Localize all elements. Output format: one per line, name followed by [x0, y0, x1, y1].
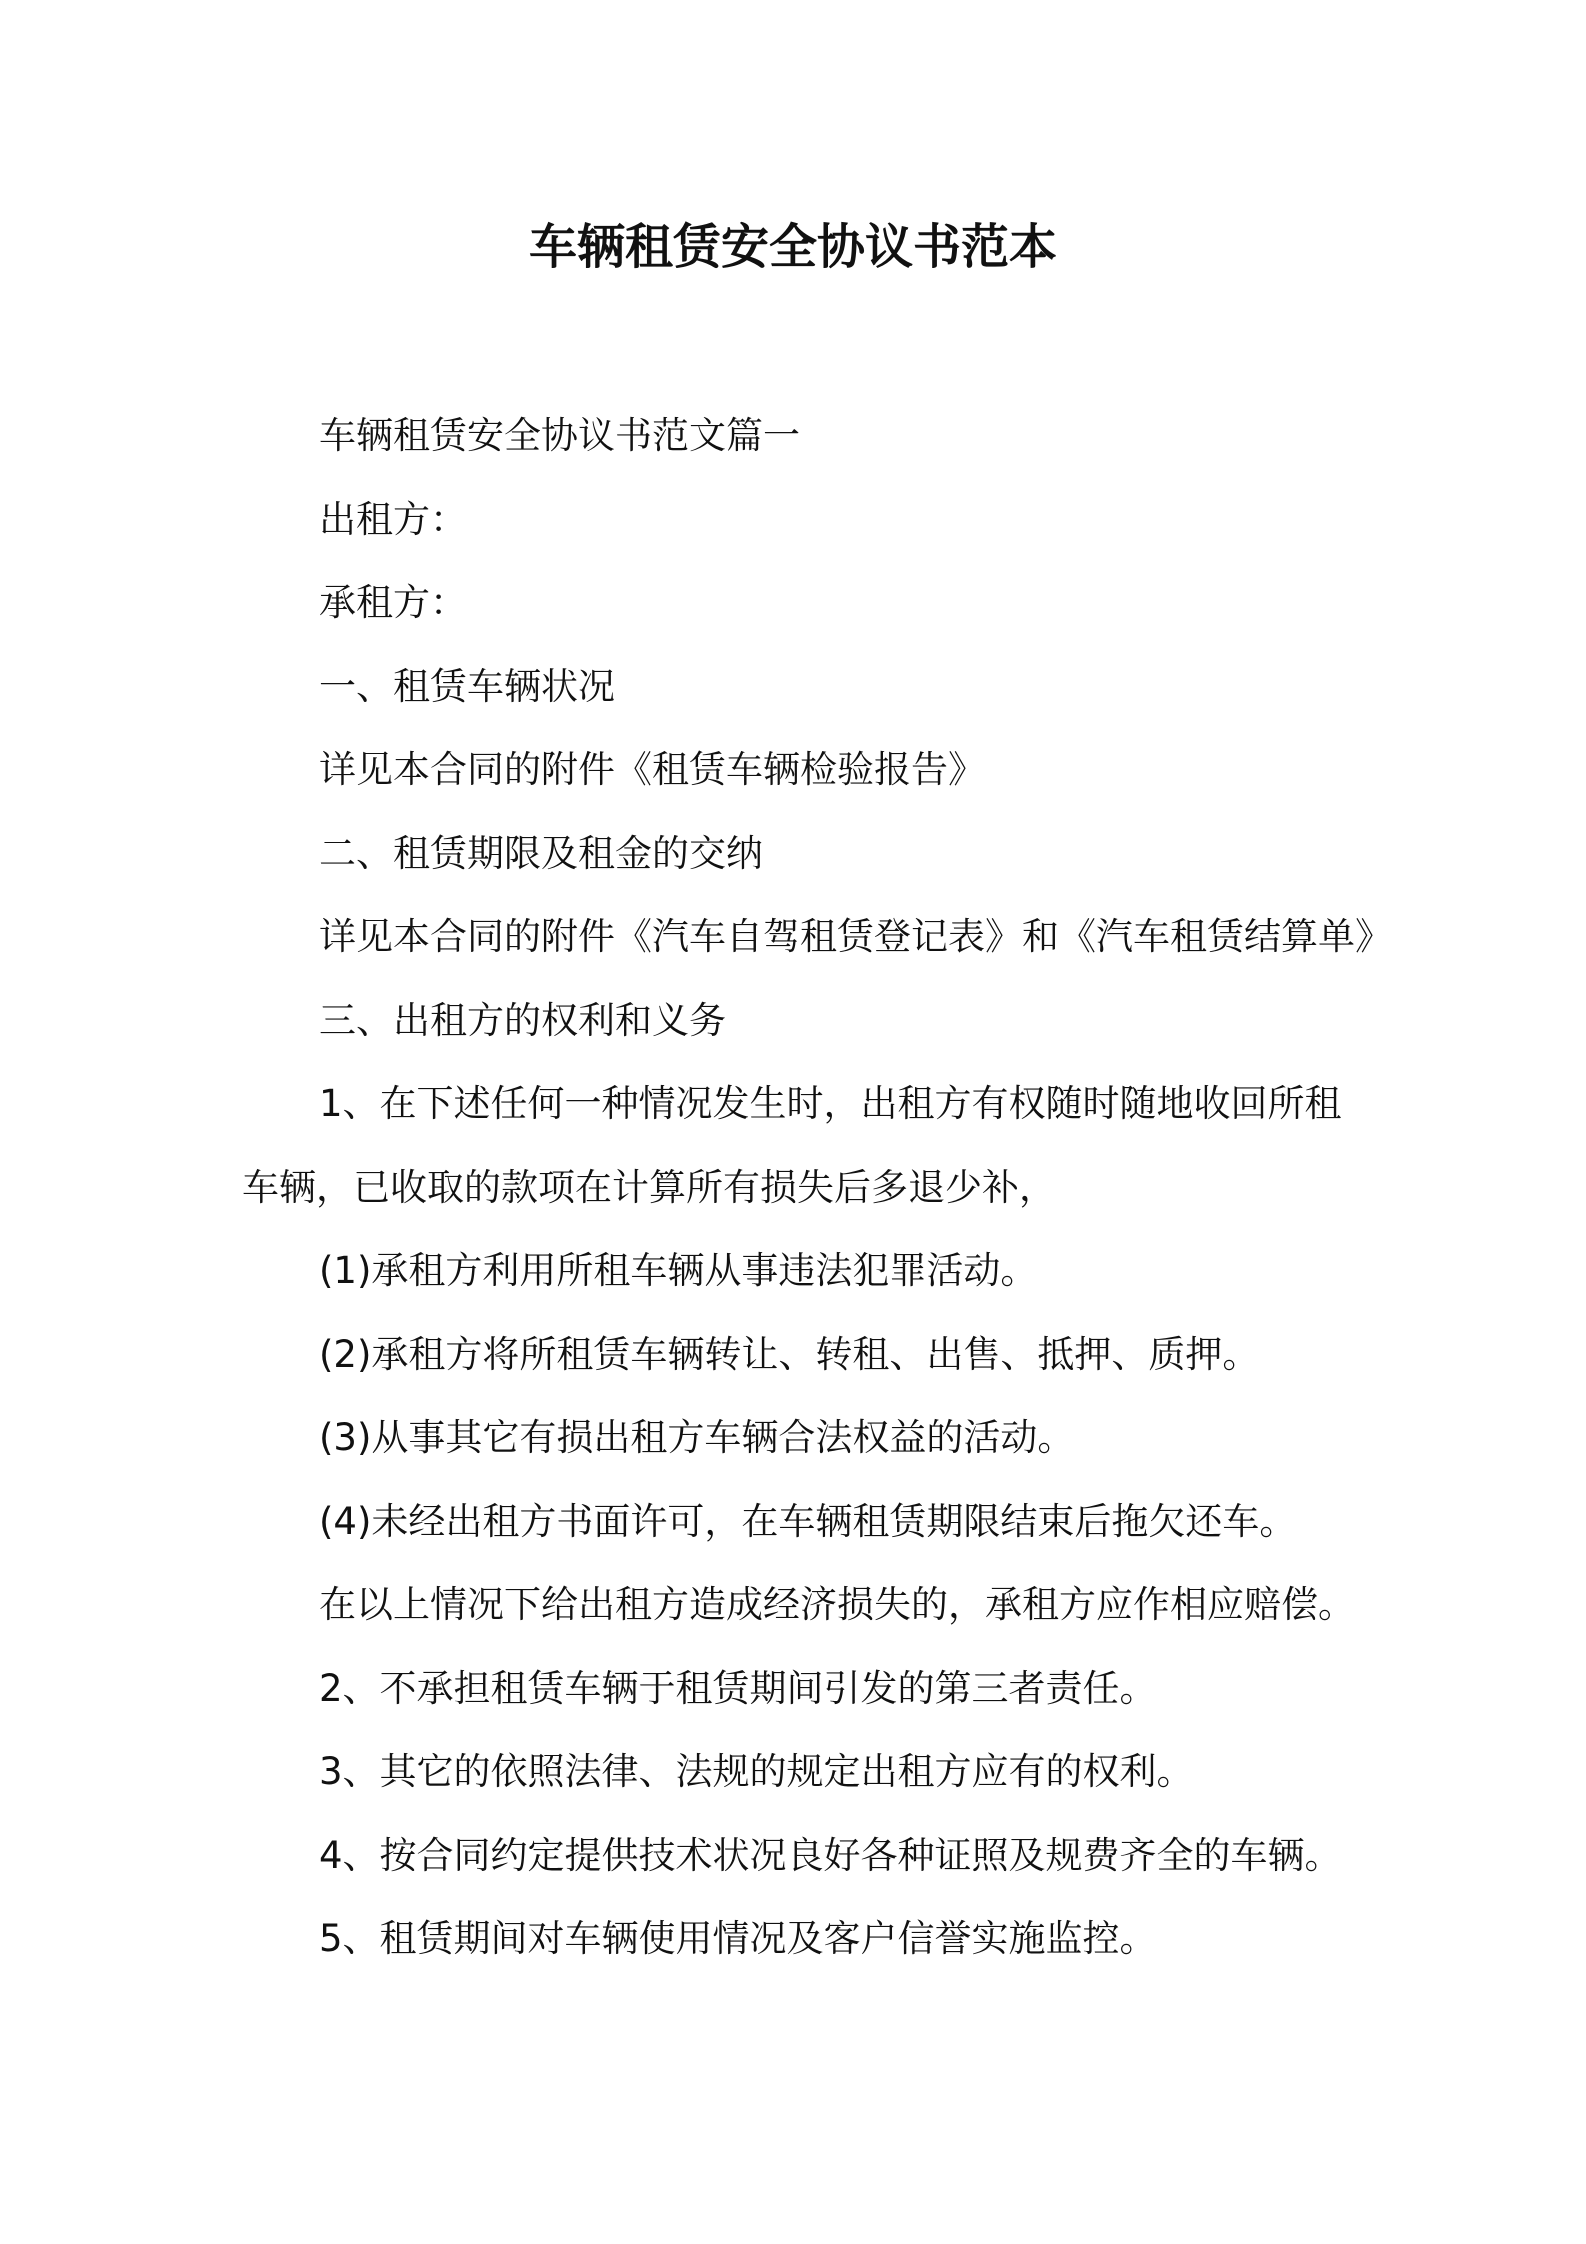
section-heading: 二、租赁期限及租金的交纳 [319, 831, 763, 875]
lessee-label: 承租方： [319, 581, 467, 624]
section-heading: 三、出租方的权利和义务 [319, 998, 726, 1042]
subtitle-line: 车辆租赁安全协议书范文篇一 [319, 414, 800, 457]
document-body [242, 394, 1392, 1981]
sub-clause-item: (4)未经出租方书面许可，在车辆租赁期限结束后拖欠还车。 [319, 1499, 1297, 1543]
clause-item-continuation: 车辆，已收取的款项在计算所有损失后多退少补， [242, 1165, 1056, 1209]
sub-clause-item: (1)承租方利用所租车辆从事违法犯罪活动。 [319, 1249, 1038, 1292]
clause-item: 5、租赁期间对车辆使用情况及客户信誉实施监控。 [319, 1917, 1157, 1960]
clause-item: 3、其它的依照法律、法规的规定出租方应有的权利。 [319, 1750, 1194, 1793]
sub-clause-item: (3)从事其它有损出租方车辆合法权益的活动。 [319, 1416, 1075, 1459]
page-title: 车辆租赁安全协议书范本 [528, 219, 1057, 275]
lessor-label: 出租方： [319, 497, 467, 541]
clause-item: 1、在下述任何一种情况发生时，出租方有权随时随地收回所租 [319, 1082, 1342, 1125]
paragraph-line: 详见本合同的附件《汽车自驾租赁登记表》和《汽车租赁结算单》 [319, 915, 1392, 958]
sub-clause-item: (2)承租方将所租赁车辆转让、转租、出售、抵押、质押。 [319, 1332, 1260, 1376]
clause-item: 2、不承担租赁车辆于租赁期间引发的第三者责任。 [319, 1666, 1157, 1710]
clause-item: 4、按合同约定提供技术状况良好各种证照及规费齐全的车辆。 [319, 1833, 1342, 1877]
paragraph-line: 在以上情况下给出租方造成经济损失的，承租方应作相应赔偿。 [319, 1583, 1355, 1626]
section-heading: 一、租赁车辆状况 [319, 664, 615, 708]
paragraph-line: 详见本合同的附件《租赁车辆检验报告》 [319, 748, 985, 791]
